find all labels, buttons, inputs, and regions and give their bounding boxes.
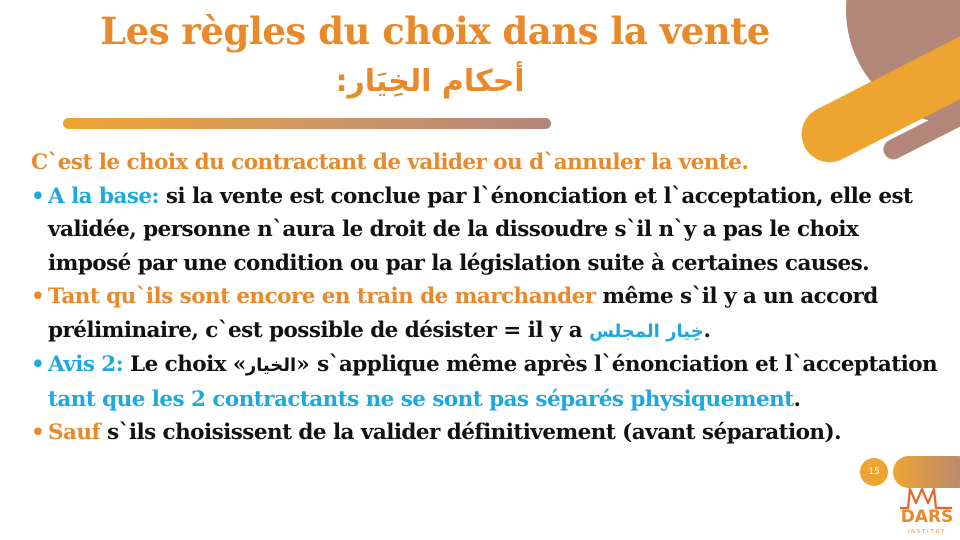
bullet-text: même s`il y a un accord préliminaire, c`est possible de désister = il y a	[48, 284, 878, 343]
bullet-end: .	[703, 317, 712, 343]
bullet-lead: Tant qu`ils sont encore en train de marchander	[48, 284, 596, 309]
logo-tagline: INSTITUT	[907, 529, 947, 535]
bullet-highlight: tant que les 2 contractants ne se sont pas séparés physiquement	[48, 386, 794, 412]
bullet-dot: •	[31, 352, 45, 377]
logo-name: DARS	[900, 507, 954, 527]
bullet-dot: •	[31, 183, 45, 209]
bullet-text: si la vente est conclue par l`énonciation et l`acceptation, elle est validée, personne n`aura le droit de la dissoudre s`il n`y a pas le choix imposé par une condition ou par la législation suite à certaines causes.	[48, 183, 913, 276]
slide-title-arabic: أحكام الخِيَار:	[335, 64, 525, 99]
page-number-badge: 15	[860, 458, 888, 486]
slide-body	[31, 146, 941, 450]
bullet-text: Le choix «	[123, 352, 246, 377]
bullet-lead: Sauf	[48, 420, 101, 445]
arabic-term: خِيار المجلس	[589, 320, 704, 342]
bullet-tant-qu-ils	[31, 280, 941, 348]
bullet-text-2: » s`applique même après l`énonciation et l`acceptation	[296, 352, 938, 377]
intro-line: C`est le choix du contractant de valider ou d`annuler la vente.	[31, 150, 749, 175]
arabic-term: الخيار	[245, 355, 297, 376]
title-underline	[63, 118, 551, 129]
bullet-dot: •	[31, 284, 45, 309]
bullet-lead: A la base:	[48, 183, 159, 209]
bullet-avis-2	[31, 348, 941, 416]
bullet-sauf	[31, 416, 941, 450]
bullet-text: s`ils choisissent de la valider définitivement (avant séparation).	[100, 420, 842, 445]
bullet-end: .	[793, 386, 801, 412]
bullet-dot: •	[31, 420, 45, 445]
slide-title: Les règles du choix dans la vente	[100, 9, 770, 53]
bullet-lead: Avis 2:	[48, 352, 124, 377]
page-tab-decoration	[893, 456, 960, 488]
bullet-a-la-base	[31, 180, 941, 281]
